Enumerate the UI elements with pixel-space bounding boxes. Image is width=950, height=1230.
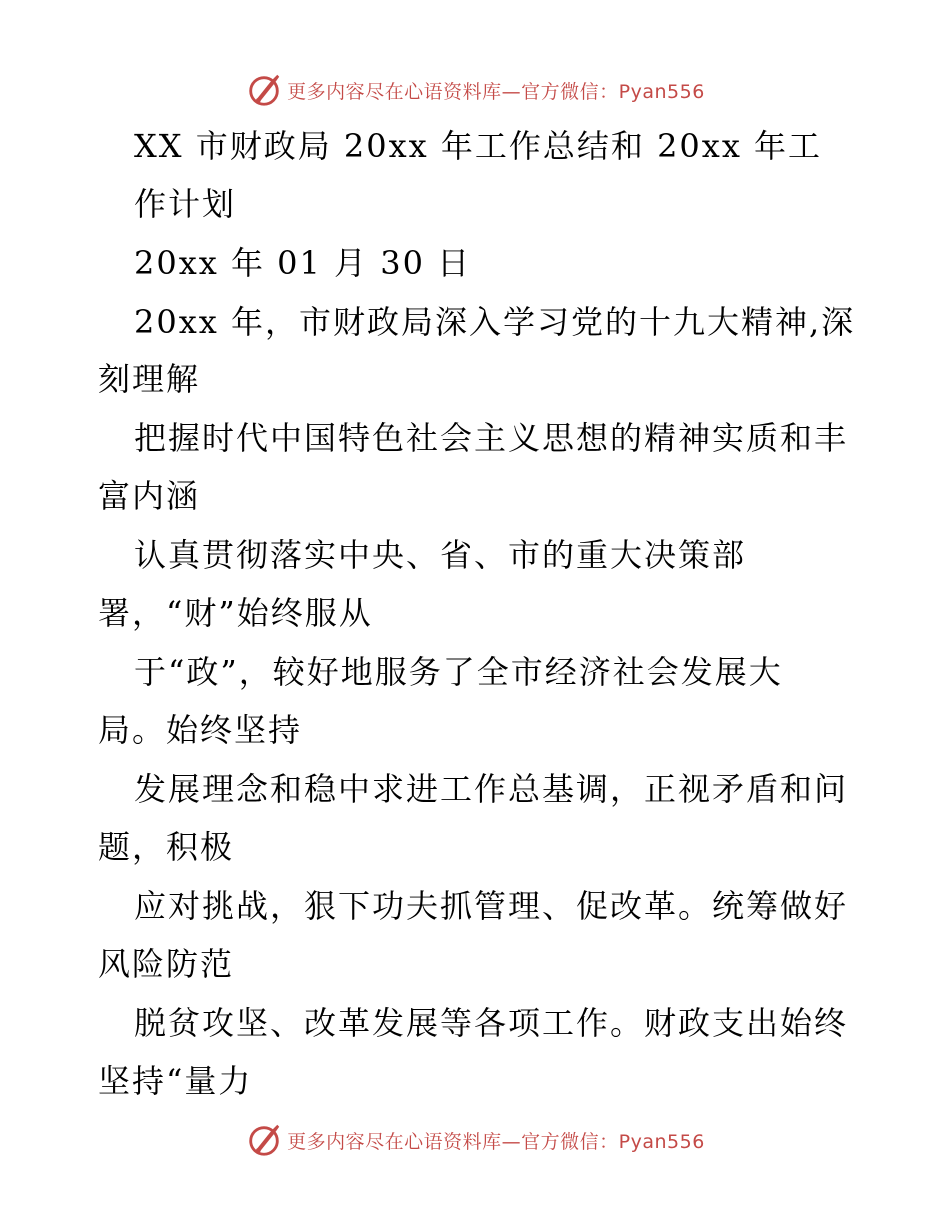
paragraph-line: 题，积极 [98, 828, 235, 866]
paragraph-line: 脱贫攻坚、改革发展等各项工作。财政支出始终 [134, 1004, 849, 1042]
paragraph-line: 局。始终坚持 [98, 711, 303, 749]
footer-watermark [0, 1120, 950, 1160]
paragraph-line: 署，“财”始终服从 [98, 594, 373, 632]
watermark-text: 更多内容尽在心语资料库—官方微信：Pyan556 [287, 80, 705, 103]
paragraph-line: 富内涵 [98, 477, 201, 515]
document-title-line-1: XX 市财政局 20xx 年工作总结和 20xx 年工 [134, 127, 823, 165]
paragraph-line: 坚持“量力 [98, 1062, 253, 1100]
paragraph-line: 风险防范 [98, 945, 235, 983]
paragraph-line: 发展理念和稳中求进工作总基调，正视矛盾和问 [134, 770, 849, 808]
paragraph-line: 于“政”，较好地服务了全市经济社会发展大 [134, 653, 783, 691]
paragraph-line: 应对挑战，狠下功夫抓管理、促改革。统筹做好 [134, 887, 849, 925]
watermark-text: 更多内容尽在心语资料库—官方微信：Pyan556 [287, 1130, 705, 1153]
brush-pen-logo-icon [245, 1121, 283, 1159]
paragraph-line: 20xx 年，市财政局深入学习党的十九大精神,深 [134, 303, 856, 341]
paragraph-line: 把握时代中国特色社会主义思想的精神实质和丰 [134, 419, 849, 457]
document-title-line-2: 作计划 [134, 185, 237, 223]
document-date: 20xx 年 01 月 30 日 [134, 244, 472, 282]
paragraph-line: 刻理解 [98, 360, 201, 398]
paragraph-line: 认真贯彻落实中央、省、市的重大决策部 [134, 536, 747, 574]
